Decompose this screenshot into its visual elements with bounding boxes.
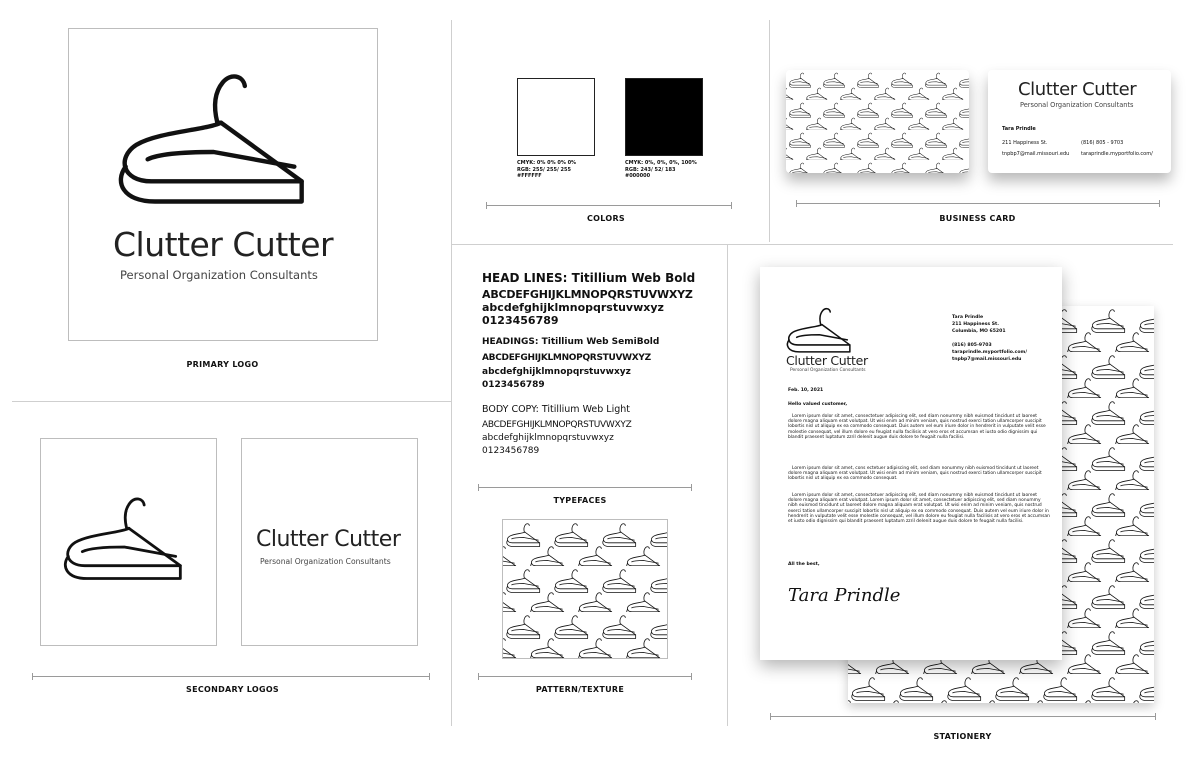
hanger-paperclip-icon: [59, 491, 199, 589]
section-caption-typefaces: TYPEFACES: [553, 496, 607, 505]
letter-salutation: Hello valued customer,: [788, 402, 848, 407]
section-caption-pattern: PATTERN/TEXTURE: [535, 685, 625, 694]
typeface-headlines-upper: ABCDEFGHIJKLMNOPQRSTUVWXYZ: [482, 288, 693, 301]
hanger-pattern: [786, 70, 969, 173]
typeface-body-digits: 0123456789: [482, 446, 540, 456]
brand-name: Clutter Cutter: [256, 527, 401, 552]
business-card-front: [988, 70, 1171, 173]
hanger-paperclip-icon: [784, 305, 860, 357]
card-street: 211 Happiness St.: [1002, 140, 1048, 146]
typeface-headings-upper: ABCDEFGHIJKLMNOPQRSTUVWXYZ: [482, 353, 651, 363]
column-divider: [769, 20, 770, 242]
caption-rule: [796, 203, 1160, 204]
section-caption-secondary-logos: SECONDARY LOGOS: [186, 685, 279, 694]
color-swatch-black: [625, 78, 703, 156]
letter-paragraph: Lorem ipsum dolor sit amet, consectetuer adipiscing elit, sed diam nonummy nibh euismod tincidunt ut laoreet dolore magna aliquam erat volutpat. Ut wisi enim ad minim veniam, quis nostrud exerci tation ullamcorper suscipit lobortis nisl ut aliquip ex ea commodo consequat. Duis autem vel eum iriure dolor in hendrerit in vulputate velit esse molestie consequat, vel illum dolore eu feugiat nulla facilisis at vero eros et accumsan et iusto odio dignissim qui blandit praesent luptatum zzril delenit augue duis dolore te feugait nulla facilisi.: [788, 414, 1046, 440]
pattern-swatch: [502, 519, 668, 659]
caption-rule: [478, 676, 692, 677]
section-caption-colors: COLORS: [586, 214, 625, 223]
typeface-body-label: BODY COPY: Titillium Web Light: [482, 404, 631, 415]
sender-website: taraprindle.myportfolio.com/: [952, 350, 1028, 355]
color-swatch-white: [517, 78, 595, 156]
sender-phone: (816) 805-9703: [952, 343, 992, 348]
section-caption-business-card: BUSINESS CARD: [939, 214, 1016, 223]
section-caption-stationery: STATIONERY: [933, 732, 992, 741]
row-divider: [451, 244, 1173, 245]
primary-logo-frame: [68, 28, 378, 341]
brand-name: Clutter Cutter: [786, 353, 868, 368]
caption-rule: [770, 716, 1156, 717]
typeface-headlines-lower: abcdefghijklmnopqrstuvwxyz: [482, 301, 664, 314]
brand-tagline: Personal Organization Consultants: [1020, 101, 1134, 109]
brand-name: Clutter Cutter: [1018, 79, 1137, 100]
sender-city: Columbia, MO 65201: [952, 329, 1006, 334]
caption-rule: [32, 676, 430, 677]
brand-tagline: Personal Organization Consultants: [790, 368, 866, 373]
card-website: taraprindle.myportfolio.com/: [1081, 151, 1153, 157]
sender-street: 211 Happiness St.: [952, 322, 999, 327]
card-name: Tara Prindle: [1002, 126, 1036, 132]
hanger-pattern: [503, 520, 667, 658]
caption-rule: [486, 205, 732, 206]
secondary-logo-icon-frame: [40, 438, 217, 646]
typeface-headings-label: HEADINGS: Titillium Web SemiBold: [482, 337, 660, 347]
typeface-body-lower: abcdefghijklmnopqrstuvwxyz: [482, 433, 614, 443]
column-divider: [727, 244, 728, 726]
letter-closing: All the best,: [788, 562, 820, 567]
handwritten-signature: Tara Prindle: [788, 585, 901, 606]
letterhead-front-sheet: [760, 267, 1062, 660]
typeface-headings-lower: abcdefghijklmnopqrstuvwxyz: [482, 367, 631, 377]
column-divider: [451, 20, 452, 726]
letter-date: Feb. 10, 2021: [788, 388, 824, 393]
brand-name: Clutter Cutter: [113, 225, 334, 264]
card-email: tnpbp7@mail.missouri.edu: [1002, 151, 1070, 157]
secondary-logo-wordmark-frame: [241, 438, 418, 646]
brand-tagline: Personal Organization Consultants: [120, 268, 318, 282]
hanger-paperclip-icon: [111, 61, 331, 221]
sender-email: tnpbp7@mail.missouri.edu: [952, 357, 1022, 362]
card-phone: (816) 805 - 9703: [1081, 140, 1124, 146]
typeface-headlines-digits: 0123456789: [482, 314, 559, 327]
business-card-back: [786, 70, 969, 173]
letter-paragraph: Lorem ipsum dolor sit amet, consectetuer adipiscing elit, sed diam nonummy nibh euismod tincidunt ut laoreet dolore magna aliquam erat volutpat. Lorem ipsum dolor sit amet, consectetuer adipiscing elit, sed diam nonummy nibh euismod tincidunt ut laoreet dolore magna aliquam erat volutpat. Ut wisi enim ad minim veniam, quis nostrud exerci tation ullamcorper suscipit lobortis nisl ut aliquip ex ea commodo consequat. Duis autem vel eum iriure dolor in hendrerit in vulputate velit esse molestie consequat, vel illum dolore eu feugiat nulla facilisis at vero eros et accumsan et iusto odio dignissim qui blandit praesent luptatum zzril delenit augue duis dolore te feugait nulla facilisi.: [788, 493, 1050, 525]
letter-paragraph: Lorem ipsum dolor sit amet, cons ectetuer adipiscing elit, sed diam nonummy nibh euismod tincidunt ut laoreet dolore magna aliquam erat volutpat. Ut wisi enim ad minim veniam, quis nostrud exerci tation ullamcorper suscipit lobortis nisl ut aliquip ex ea commodo consequat.: [788, 466, 1042, 482]
typeface-headings-digits: 0123456789: [482, 380, 545, 390]
row-divider: [12, 401, 451, 402]
typeface-body-upper: ABCDEFGHIJKLMNOPQRSTUVWXYZ: [482, 420, 632, 430]
sender-name: Tara Prindle: [952, 315, 984, 320]
caption-rule: [478, 487, 692, 488]
color-spec-black: CMYK: 0%, 0%, 0%, 100% RGB: 243/ 52/ 183 #000000: [625, 160, 697, 179]
typeface-headlines-label: HEAD LINES: Titillium Web Bold: [482, 271, 696, 285]
section-caption-primary-logo: PRIMARY LOGO: [186, 360, 259, 369]
brand-tagline: Personal Organization Consultants: [260, 557, 391, 566]
color-spec-white: CMYK: 0% 0% 0% 0% RGB: 255/ 255/ 255 #FFFFFF: [517, 160, 577, 179]
